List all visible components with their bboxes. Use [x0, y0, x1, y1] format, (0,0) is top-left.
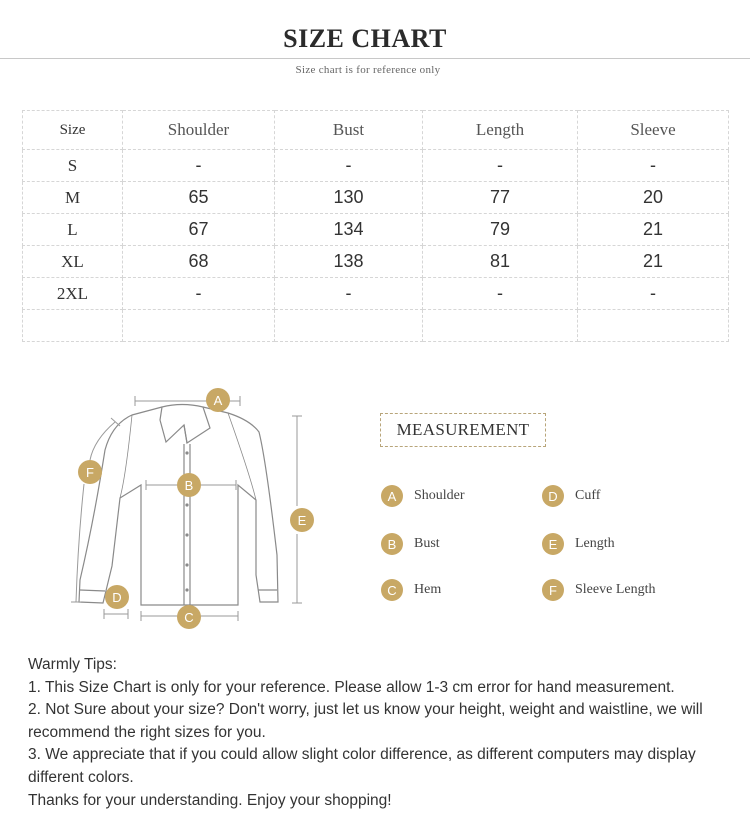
- column-header: Bust: [275, 111, 423, 150]
- table-cell: -: [423, 150, 578, 182]
- measure-lines: [71, 396, 302, 621]
- legend-badge: A: [381, 485, 403, 507]
- column-header: Size: [23, 111, 123, 150]
- column-header: Length: [423, 111, 578, 150]
- table-cell: 65: [123, 182, 275, 214]
- tip-line: 1. This Size Chart is only for your reference. Please allow 1-3 cm error for hand measurement.: [28, 678, 675, 696]
- table-row: [23, 182, 729, 214]
- page-subtitle: Size chart is for reference only: [295, 64, 441, 76]
- legend-label: Sleeve Length: [575, 582, 656, 597]
- table-cell: 79: [423, 214, 578, 246]
- table-cell: 81: [423, 246, 578, 278]
- legend-item-bust: [381, 532, 440, 556]
- legend-label: Shoulder: [414, 488, 465, 503]
- table-cell: 77: [423, 182, 578, 214]
- legend-item-sleeve-length: [542, 578, 655, 602]
- table-row: [23, 214, 729, 246]
- table-cell: -: [275, 278, 423, 310]
- table-cell: S: [23, 150, 123, 182]
- marker-c: C: [184, 610, 194, 625]
- page-title: SIZE CHART: [283, 24, 447, 53]
- measurement-title: MEASUREMENT: [380, 413, 546, 447]
- legend-label: Length: [575, 536, 615, 551]
- table-cell: 67: [123, 214, 275, 246]
- legend-item-hem: [381, 578, 441, 602]
- table-cell: 21: [578, 246, 729, 278]
- marker-d: D: [112, 590, 122, 605]
- legend-badge: D: [542, 485, 564, 507]
- tips-section: [28, 654, 740, 812]
- marker-f: F: [86, 465, 94, 480]
- table-cell: 130: [275, 182, 423, 214]
- title-divider: [0, 58, 750, 59]
- size-table: [22, 110, 729, 342]
- tips-heading: Warmly Tips:: [28, 656, 117, 673]
- shirt-buttons: [185, 451, 188, 591]
- table-cell: 2XL: [23, 278, 123, 310]
- table-cell: -: [578, 150, 729, 182]
- table-row: [23, 278, 729, 310]
- table-row: [23, 310, 729, 342]
- table-header-row: [23, 111, 729, 150]
- table-row: [23, 150, 729, 182]
- column-header: Sleeve: [578, 111, 729, 150]
- tip-line: Thanks for your understanding. Enjoy your shopping!: [28, 791, 392, 809]
- table-cell: 20: [578, 182, 729, 214]
- shirt-diagram: [60, 380, 330, 640]
- column-header: Shoulder: [123, 111, 275, 150]
- table-cell: -: [275, 150, 423, 182]
- shirt-outline: [79, 405, 278, 606]
- marker-a: A: [213, 393, 223, 408]
- table-cell: -: [123, 150, 275, 182]
- table-cell: -: [423, 278, 578, 310]
- table-cell: 138: [275, 246, 423, 278]
- table-cell: 21: [578, 214, 729, 246]
- table-cell: [23, 310, 123, 342]
- table-cell: XL: [23, 246, 123, 278]
- marker-e: E: [297, 513, 307, 528]
- diagram-markers: [78, 388, 314, 629]
- table-row: [23, 246, 729, 278]
- table-cell: -: [578, 278, 729, 310]
- legend-label: Hem: [414, 582, 442, 597]
- table-cell: [275, 310, 423, 342]
- table-cell: 134: [275, 214, 423, 246]
- tip-line: 2. Not Sure about your size? Don't worry, just let us know your height, weight and waistline, we will recommend the right sizes for you.: [28, 701, 703, 741]
- legend-badge: B: [381, 533, 403, 555]
- legend-badge: F: [542, 579, 564, 601]
- table-cell: [123, 310, 275, 342]
- table-cell: M: [23, 182, 123, 214]
- table-cell: [423, 310, 578, 342]
- table-cell: -: [123, 278, 275, 310]
- table-cell: [578, 310, 729, 342]
- legend-label: Bust: [414, 536, 440, 551]
- legend-label: Cuff: [575, 488, 601, 503]
- tip-line: 3. We appreciate that if you could allow slight color difference, as different computers may display different colors.: [28, 746, 696, 786]
- table-cell: 68: [123, 246, 275, 278]
- legend-item-shoulder: [381, 484, 465, 508]
- legend-badge: C: [381, 579, 403, 601]
- legend-item-cuff: [542, 484, 600, 508]
- marker-b: B: [184, 478, 194, 493]
- table-cell: L: [23, 214, 123, 246]
- legend-item-length: [542, 532, 615, 556]
- legend-badge: E: [542, 533, 564, 555]
